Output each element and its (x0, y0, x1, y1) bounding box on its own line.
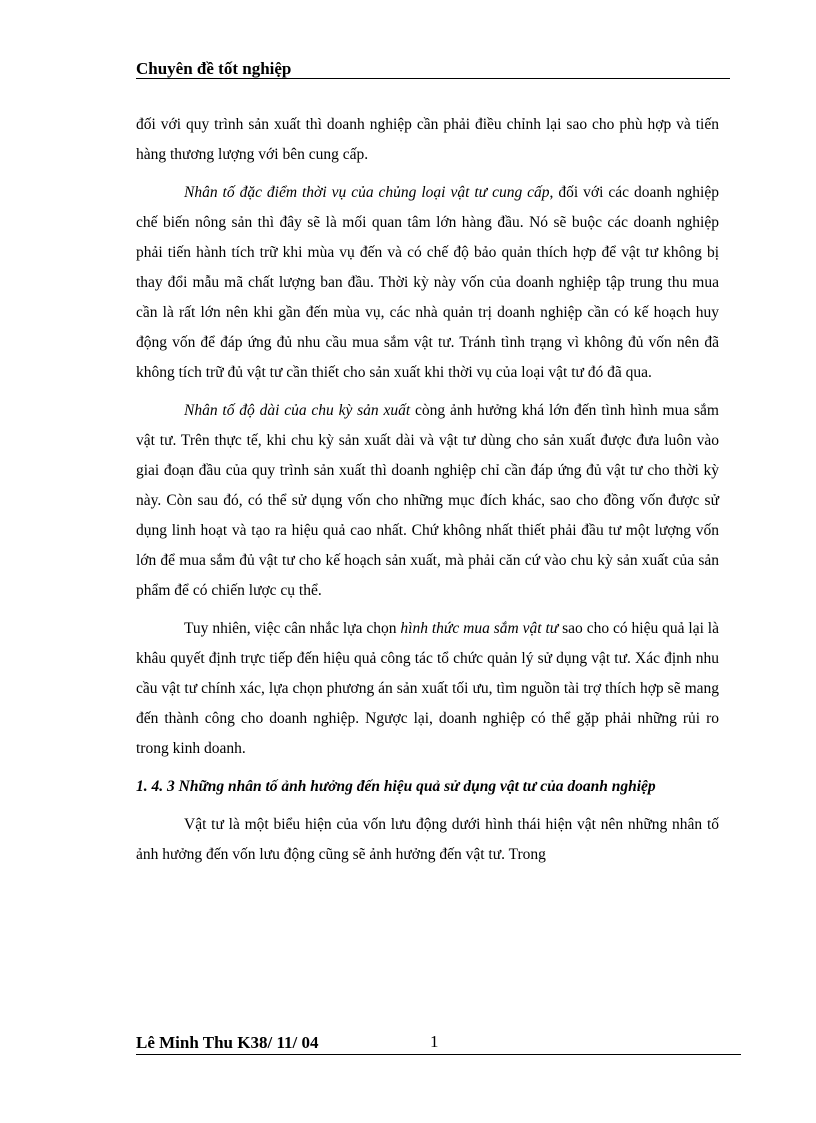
paragraph-materials: Vật tư là một biểu hiện của vốn lưu động dưới hình thái hiện vật nên những nhân tố ảnh hưởng đến vốn lưu động cũng sẽ ảnh hưởng đến vật tư. Trong (136, 816, 719, 863)
paragraph-cycle-factor (136, 396, 719, 606)
paragraph-continuation: đối với quy trình sản xuất thì doanh nghiệp cần phải điều chỉnh lại sao cho phù hợp và tiến hàng thương lượng với bên cung cấp. (136, 116, 719, 163)
paragraph-lead-seasonal: Nhân tố đặc điểm thời vụ của chủng loại vật tư cung cấp (184, 184, 550, 201)
page-footer (136, 1032, 741, 1055)
document-body (136, 110, 719, 878)
paragraph-text-seasonal: , đối với các doanh nghiệp chế biến nông sản thì đây sẽ là mối quan tâm lớn hàng đầu. Nó sẽ buộc các doanh nghiệp phải tiến hành tích trữ khi mùa vụ đến và có chế độ bảo quản thích hợp để vật tư không bị thay đổi mẫu mã chất lượng ban đầu. Thời kỳ này vốn của doanh nghiệp tập trung thu mua cần là rất lớn nên khi gần đến mùa vụ, các nhà quản trị doanh nghiệp cần có kế hoạch huy động vốn để đáp ứng đủ nhu cầu mua sắm vật tư. Tránh tình trạng vì không đủ vốn nên đã không tích trữ đủ vật tư cần thiết cho sản xuất khi thời vụ của loại vật tư đó đã qua. (136, 184, 719, 381)
paragraph-text-b: sao cho có hiệu quả lại là khâu quyết định trực tiếp đến hiệu quả công tác tổ chức quản lý sử dụng vật tư. Xác định nhu cầu vật tư chính xác, lựa chọn phương án sản xuất tối ưu, tìm nguồn tài trợ thích hợp sẽ mang đến thành công cho doanh nghiệp. Ngược lại, doanh nghiệp có thể gặp phải những rủi ro trong kinh doanh. (136, 620, 719, 757)
header-title: Chuyên đề tốt nghiệp (136, 59, 292, 78)
page-header (136, 58, 730, 79)
paragraph-purchase-form (136, 614, 719, 764)
page-number: 1 (430, 1032, 439, 1051)
paragraph-seasonal-factor (136, 178, 719, 388)
paragraph-lead-cycle: Nhân tố độ dài của chu kỳ sản xuất (184, 402, 411, 419)
section-heading: 1. 4. 3 Những nhân tố ảnh hưởng đến hiệu quả sử dụng vật tư của doanh nghiệp (136, 778, 656, 795)
paragraph-text-a: Tuy nhiên, việc cân nhắc lựa chọn (184, 620, 401, 637)
paragraph-emphasis: hình thức mua sắm vật tư (400, 620, 559, 637)
footer-author: Lê Minh Thu K38/ 11/ 04 (136, 1033, 319, 1052)
paragraph-text-cycle: còng ảnh hưởng khá lớn đến tình hình mua sắm vật tư. Trên thực tế, khi chu kỳ sản xuất dài và vật tư dùng cho sản xuất được đưa luôn vào giai đoạn đầu của quy trình sản xuất thì doanh nghiệp chỉ cần đáp ứng đủ vật tư cho thời kỳ này. Còn sau đó, có thể sử dụng vốn cho những mục đích khác, sao cho đồng vốn được sử dụng linh hoạt và tạo ra hiệu quả cao nhất. Chứ không nhất thiết phải đầu tư một lượng vốn lớn để mua sắm đủ vật tư cho kế hoạch sản xuất, mà phải căn cứ vào chu kỳ sản xuất của sản phẩm để có chiến lược cụ thể. (136, 402, 719, 599)
